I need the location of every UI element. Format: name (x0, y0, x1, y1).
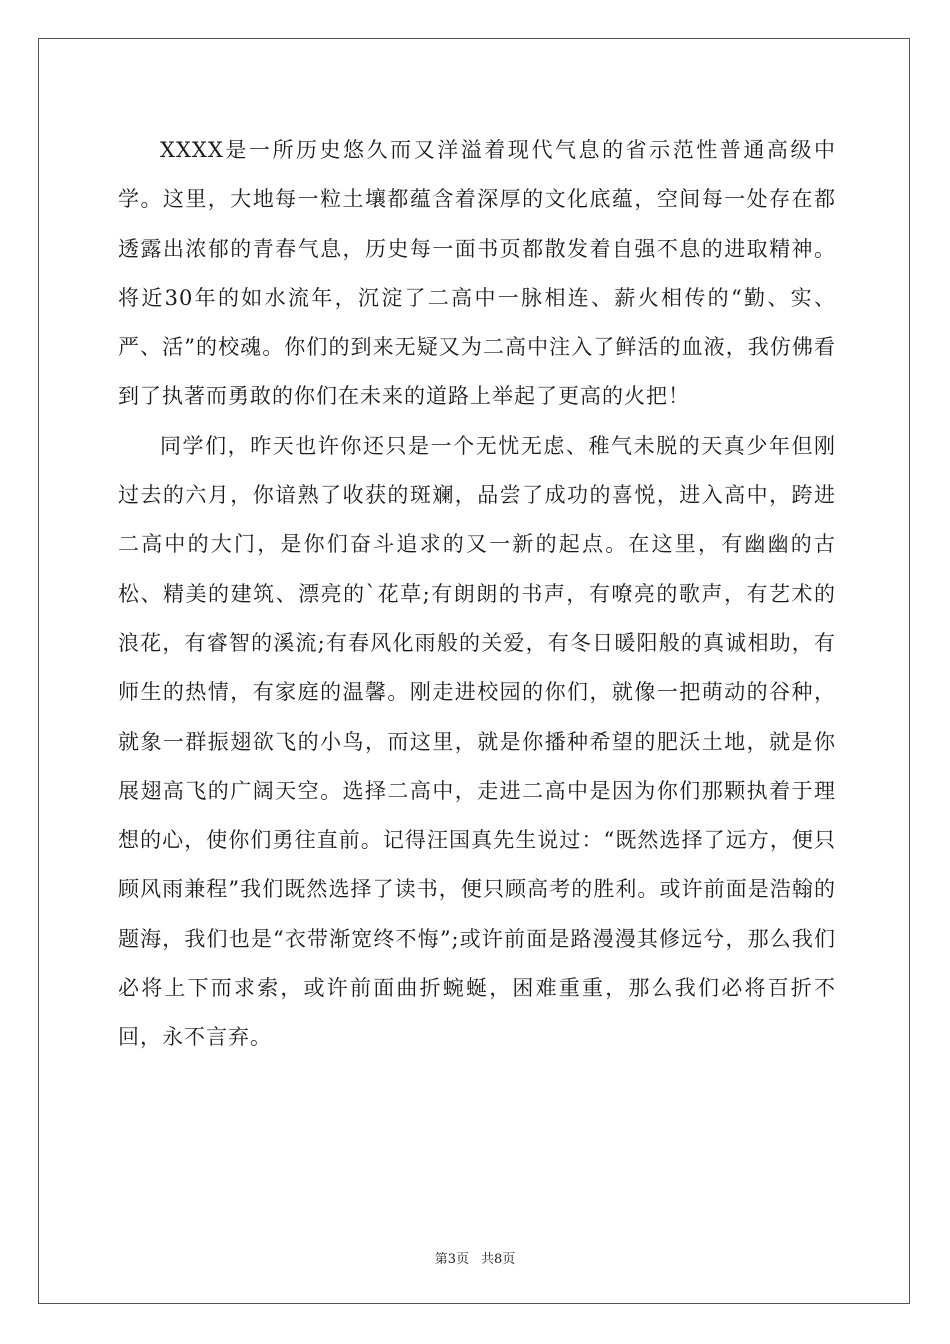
page-footer (0, 1248, 950, 1267)
paragraph-1: XXXX是一所历史悠久而又洋溢着现代气息的省示范性普通高级中学。这里，大地每一粒土壤都蕴含着深厚的文化底蕴，空间每一处存在都透露出浓郁的青春气息，历史每一面书页都散发着自强不息的进取精神。将近30年的如水流年，沉淀了二高中一脉相连、薪火相传的“勤、实、严、活”的校魂。你们的到来无疑又为二高中注入了鲜活的血液，我仿佛看到了执著而勇敢的你们在未来的道路上举起了更高的火把！ (118, 138, 836, 409)
page-number-total: 共8页 (481, 1252, 516, 1267)
document-body (118, 126, 836, 1063)
page-number-current: 第3页 (434, 1252, 469, 1267)
paragraph-2: 同学们，昨天也许你还只是一个无忧无虑、稚气未脱的天真少年但刚过去的六月，你谙熟了收获的斑斓，品尝了成功的喜悦，进入高中，跨进二高中的大门，是你们奋斗追求的又一新的起点。在这里，有幽幽的古松、精美的建筑、漂亮的`花草;有朗朗的书声，有嘹亮的歌声，有艺术的浪花，有睿智的溪流;有春风化雨般的关爱，有冬日暖阳般的真诚相助，有师生的热情，有家庭的温馨。刚走进校园的你们，就像一把萌动的谷种，就象一群振翅欲飞的小鸟，而这里，就是你播种希望的肥沃土地，就是你展翅高飞的广阔天空。选择二高中，走进二高中是因为你们那颗执着于理想的心，使你们勇往直前。记得汪国真先生说过：“既然选择了远方，便只顾风雨兼程”我们既然选择了读书，便只顾高考的胜利。或许前面是浩翰的题海，我们也是“衣带渐宽终不悔”;或许前面是路漫漫其修远兮，那么我们必将上下而求索，或许前面曲折蜿蜒，困难重重，那么我们必将百折不回，永不言弃。 (118, 433, 836, 1050)
